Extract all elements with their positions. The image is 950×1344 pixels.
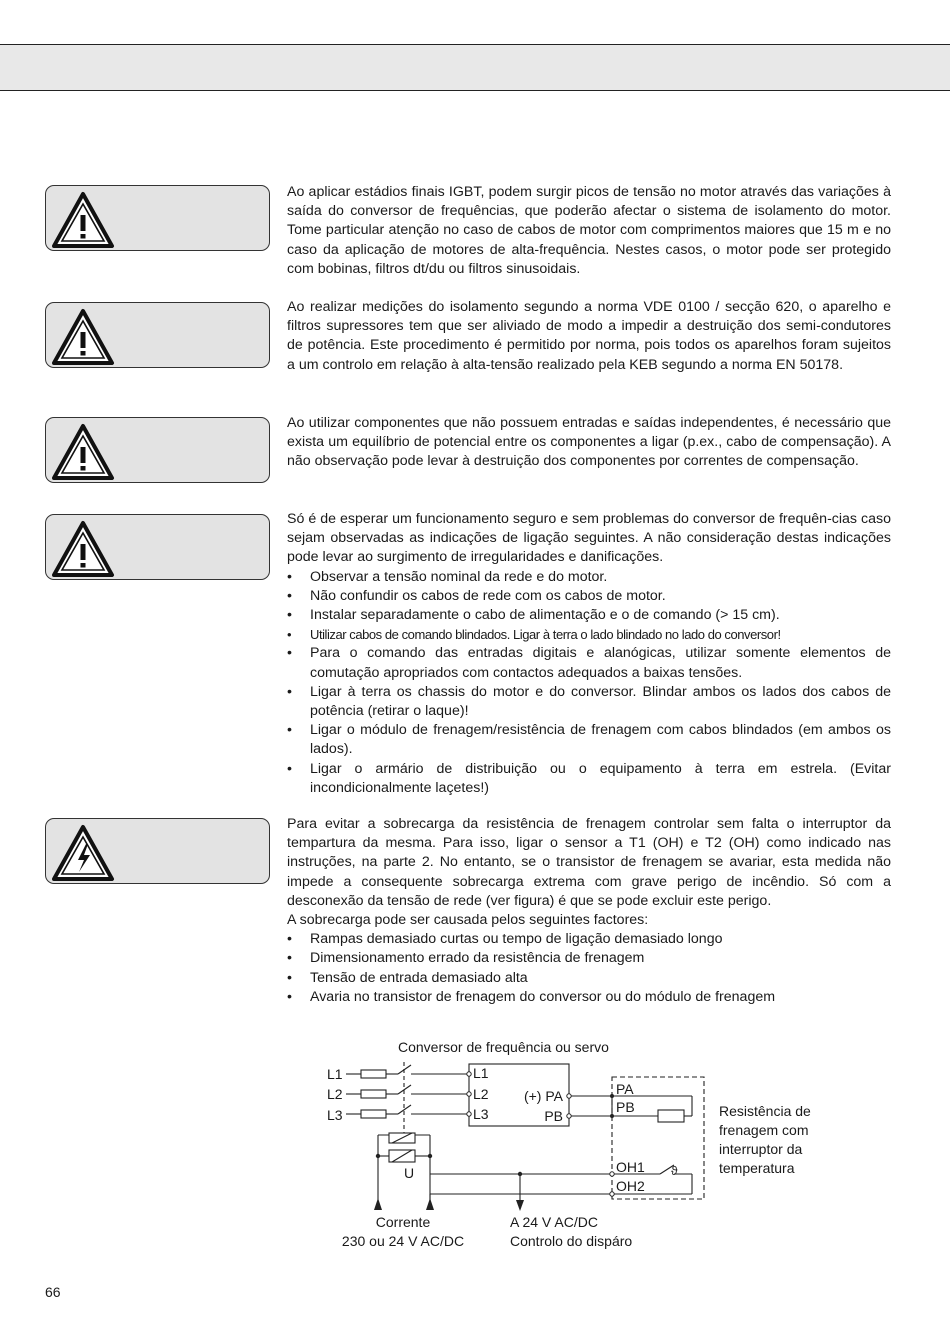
device-pb-label: PB [544,1108,563,1124]
mains-label: L2 [327,1086,343,1102]
list-item: • Não confundir os cabos de rede com os cabos de motor. [287,587,891,606]
diagram-title: Conversor de frequência ou servo [398,1039,609,1055]
list-item: • Instalar separadamente o cabo de alimentação e o de comando (> 15 cm). [287,606,891,625]
paragraph: Ao realizar medições do isolamento segundo a norma VDE 0100 / secção 620, o aparelho e filtros supressores tem que ser aliviado de modo a impedir a destruição dos semi-condutores de potência. Este procedimento é permitido por norma, pois todos os aparelhos foram sujeitos a um controlo em relação à alta-tensão realizado pela KEB segundo a norma EN 50178. [287,299,891,373]
resistor-caption: interruptor da [719,1141,803,1157]
resistor-caption: Resistência de [719,1103,811,1119]
list-item: • Para o comando das entradas digitais e alanógicas, utilizar somente elementos de comutação apropriados com contactos adequados a baixas tensões. [287,644,891,682]
thermo-symbol: ϑ [671,1164,678,1178]
resistor-pb-label: PB [616,1099,635,1115]
supply-caption: 230 ou 24 V AC/DC [341,1233,465,1249]
list-item: • Ligar à terra os chassis do motor e do conversor. Blindar ambos os lados dos cabos de potência (retirar o laque)! [287,683,891,721]
mains-label: L1 [327,1066,343,1082]
list-item: • Utilizar cabos de comando blindados. Ligar à terra o lado blindado no lado do conversor! [287,625,891,644]
paragraph: Ao utilizar componentes que não possuem entradas e saídas independentes, é necessário que exista um equilíbrio de potencial entre os componentes a ligar (p.ex., cabo de compensação). A não observação pode levar à destruição dos componentes por correntes de compensação. [287,415,891,470]
supply-caption: Corrente [375,1214,431,1230]
device-pa-label: (+) PA [523,1088,563,1104]
resistor-caption: frenagem com [719,1122,809,1138]
paragraph: A sobrecarga pode ser causada pelos seguintes factores: [287,912,649,929]
paragraph: Só é de esperar um funcionamento seguro e sem problemas do conversor de frequên-cias caso sejam observadas as indicações de ligação seguintes. A não consideração destas indicações pode levar ao surgimento de irregularidades e danificações. [287,511,891,566]
mains-label: L3 [327,1107,343,1123]
control-caption: A 24 V AC/DC [510,1214,598,1230]
device-input-label: L3 [473,1106,489,1122]
list-item: • Tensão de entrada demasiado alta [287,969,891,988]
device-input-label: L2 [473,1086,489,1102]
oh2-label: OH2 [616,1178,645,1194]
list-item: • Observar a tensão nominal da rede e do motor. [287,568,891,587]
control-caption: Controlo do dispáro [510,1233,633,1249]
list-item: • Avaria no transistor de frenagem do conversor ou do módulo de frenagem [287,988,891,1007]
list-item: • Ligar o módulo de frenagem/resistência de frenagem com cabos blindados (em ambos os lados). [287,721,891,759]
page-number: 66 [45,1284,61,1300]
resistor-caption: temperatura [719,1160,795,1176]
resistor-pa-label: PA [616,1081,634,1097]
paragraph: Para evitar a sobrecarga da resistência de frenagem controlar sem falta o interruptor da tempartura da mesma. Para isso, ligar o sensor a T1 (OH) e T2 (OH) como indicado nas instruções, na parte 2. No entanto, se o transistor de frenagem se avariar, esta medida não impede a consequente sobrecarga extrema com grave perigo de incêndio. Só com a desconexão da tensão de rede (ver figura) é que se pode excluir este perigo. [287,816,891,909]
device-input-label: L1 [473,1065,489,1081]
oh1-label: OH1 [616,1159,645,1175]
list-item: • Dimensionamento errado da resistência de frenagem [287,949,891,968]
paragraph: Ao aplicar estádios finais IGBT, podem surgir picos de tensão no motor através das variações à saída do conversor de frequências, que poderão afectar o sistema de isolamento do motor. Tome particular atenção no caso de cabos de motor com comprimentos maiores que 15 m e no caso da aplicação de motores de alta-frequência. Nestes casos, o motor pode ser protegido com bobinas, filtros dt/du ou filtros sinusoidais. [287,184,891,277]
list-item: • Rampas demasiado curtas ou tempo de ligação demasiado longo [287,930,891,949]
list-item: • Ligar o armário de distribuição ou o equipamento à terra em estrela. (Evitar incondicionalmente laçetes!) [287,760,891,798]
relay-u-label: U [404,1165,415,1181]
